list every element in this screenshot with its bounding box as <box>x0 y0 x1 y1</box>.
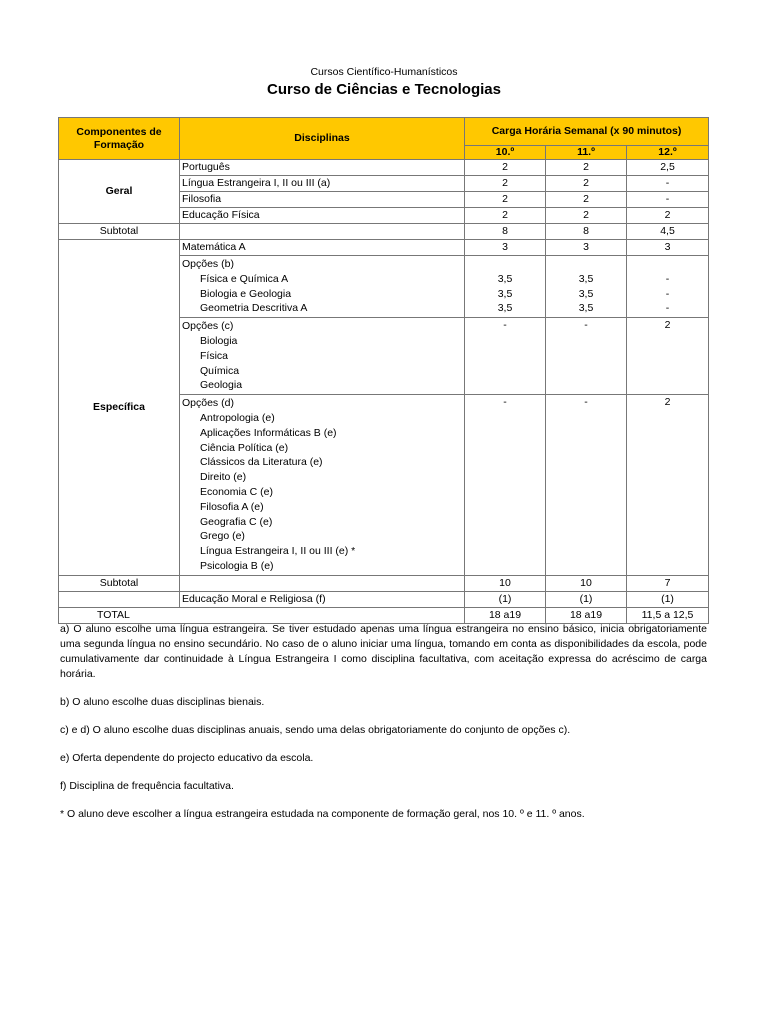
list-item: Psicologia B (e) <box>200 559 274 572</box>
list-item: Geologia <box>200 379 243 392</box>
hours-11: 2 <box>546 160 627 176</box>
header-year-12: 12.º <box>627 146 709 160</box>
subtotal-12: 7 <box>627 575 709 591</box>
hours-10: - <box>465 318 546 395</box>
table-row <box>59 160 709 176</box>
list-item: Antropologia (e) <box>200 411 275 424</box>
hours-12: (1) <box>627 591 709 607</box>
discipline-name: Português <box>180 160 465 176</box>
list-item: Aplicações Informáticas B (e) <box>200 426 337 439</box>
hours-10: 3,5 <box>497 287 513 300</box>
hours-12: - <box>627 176 709 192</box>
hours-10: 2 <box>465 192 546 208</box>
list-item: Ciência Política (e) <box>200 441 289 454</box>
emr-row <box>59 591 709 607</box>
hours-11: 3,5 <box>578 287 594 300</box>
subtotal-10: 10 <box>465 575 546 591</box>
list-item: Geografia C (e) <box>200 515 273 528</box>
hours-12: - <box>665 272 670 285</box>
list-item: Física e Química A <box>200 272 289 285</box>
total-label: TOTAL <box>59 607 465 623</box>
hours-10: 3 <box>465 240 546 256</box>
footnote-a: a) O aluno escolhe uma língua estrangeira. Se tiver estudado apenas uma língua estrangeira no ensino básico, inicia obrigatoriamente uma segunda língua no ensino secundário. No caso de o aluno iniciar uma língua, tomando em conta as disponibilidades da escola, pode cumulativamente dar continuidade à Língua Estrangeira I como disciplina facultativa, com aceitação expressa do acréscimo de carga horária. <box>60 623 707 680</box>
options-d-list <box>180 395 465 576</box>
hours-11: 3,5 <box>578 272 594 285</box>
discipline-name: Educação Moral e Religiosa (f) <box>180 591 465 607</box>
subtotal-11: 10 <box>546 575 627 591</box>
list-item: Biologia e Geologia <box>200 287 292 300</box>
options-d-label: Opções (d) <box>182 397 234 410</box>
hours-12: 2 <box>627 208 709 224</box>
hours-10: 2 <box>465 176 546 192</box>
hours-10: 2 <box>465 208 546 224</box>
discipline-name: Matemática A <box>180 240 465 256</box>
options-b-label: Opções (b) <box>182 258 234 270</box>
hours-11: 2 <box>546 192 627 208</box>
discipline-name: Educação Física <box>180 208 465 224</box>
options-c-label: Opções (c) <box>182 320 234 333</box>
footnote-e: e) Oferta dependente do projecto educativo da escola. <box>60 752 314 764</box>
hours-10: 3,5 <box>497 272 513 285</box>
list-item: Geometria Descritiva A <box>200 302 308 315</box>
hours-11: 3 <box>546 240 627 256</box>
hours-10: (1) <box>465 591 546 607</box>
list-item: Grego (e) <box>200 530 245 543</box>
hours-12: - <box>665 302 670 315</box>
list-item: Economia C (e) <box>200 485 273 498</box>
subtotal-label: Subtotal <box>59 224 180 240</box>
total-11: 18 a19 <box>546 607 627 623</box>
footnotes <box>60 622 707 835</box>
header-year-10: 10.º <box>465 146 546 160</box>
table-row <box>59 240 709 256</box>
hours-12: - <box>627 192 709 208</box>
total-10: 18 a19 <box>465 607 546 623</box>
footnote-f: f) Disciplina de frequência facultativa. <box>60 780 234 792</box>
options-c-list <box>180 318 465 395</box>
hours-11: - <box>546 395 627 576</box>
hours-12: - <box>665 287 670 300</box>
curriculum-table <box>58 117 709 624</box>
subtotal-row-geral <box>59 224 709 240</box>
footnote-c-d: c) e d) O aluno escolhe duas disciplinas anuais, sendo uma delas obrigatoriamente do conjunto de opções c). <box>60 724 571 736</box>
hours-10: - <box>465 395 546 576</box>
footnote-b: b) O aluno escolhe duas disciplinas bienais. <box>60 696 265 708</box>
header-year-11: 11.º <box>546 146 627 160</box>
list-item: Filosofia A (e) <box>200 500 264 513</box>
hours-12: 2 <box>627 395 709 576</box>
hours-10: 3,5 <box>497 302 513 315</box>
subtotal-10: 8 <box>465 224 546 240</box>
hours-12: 3 <box>627 240 709 256</box>
header-carga-horaria: Carga Horária Semanal (x 90 minutos) <box>465 118 709 146</box>
list-item: Física <box>200 349 229 362</box>
total-row <box>59 607 709 623</box>
hours-11: (1) <box>546 591 627 607</box>
document-title: Curso de Ciências e Tecnologias <box>267 81 501 98</box>
hours-11: 3,5 <box>578 302 594 315</box>
hours-11: 2 <box>546 208 627 224</box>
list-item: Clássicos da Literatura (e) <box>200 456 323 469</box>
document-subtitle: Cursos Científico-Humanísticos <box>310 66 458 78</box>
hours-11: - <box>546 318 627 395</box>
discipline-name: Filosofia <box>180 192 465 208</box>
discipline-name: Língua Estrangeira I, II ou III (a) <box>180 176 465 192</box>
subtotal-11: 8 <box>546 224 627 240</box>
list-item: Língua Estrangeira I, II ou III (e) * <box>200 545 356 558</box>
subtotal-label: Subtotal <box>59 575 180 591</box>
subtotal-12: 4,5 <box>627 224 709 240</box>
hours-11: 2 <box>546 176 627 192</box>
footnote-asterisk: * O aluno deve escolher a língua estrangeira estudada na componente de formação geral, nos 10. º e 11. º anos. <box>60 808 585 820</box>
list-item: Química <box>200 364 240 377</box>
hours-10: 2 <box>465 160 546 176</box>
header-disciplinas: Disciplinas <box>180 118 465 160</box>
subtotal-row-especifica <box>59 575 709 591</box>
component-geral: Geral <box>59 160 180 224</box>
hours-12: 2,5 <box>627 160 709 176</box>
header-componentes: Componentes de Formação <box>59 118 180 160</box>
component-especifica: Específica <box>59 240 180 576</box>
options-b-list <box>180 256 465 318</box>
list-item: Biologia <box>200 334 238 347</box>
list-item: Direito (e) <box>200 471 247 484</box>
hours-12: 2 <box>627 318 709 395</box>
total-12: 11,5 a 12,5 <box>627 607 709 623</box>
